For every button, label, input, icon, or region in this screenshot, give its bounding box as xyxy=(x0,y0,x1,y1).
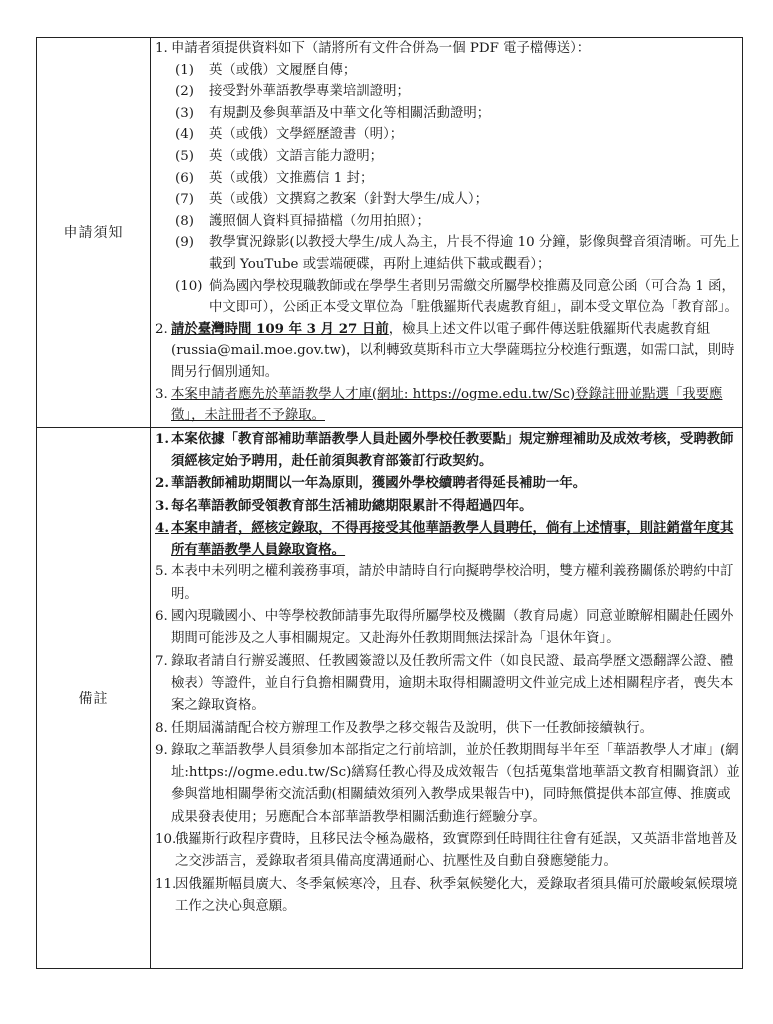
application-notes-label: 申請須知 xyxy=(37,38,151,428)
sub-item: (4) 英（或俄）文學經歷證書（明）； xyxy=(175,127,404,143)
sub-item: (3) 有規劃及參與華語及中華文化等相關活動證明； xyxy=(175,105,491,121)
remarks-row xyxy=(37,427,743,968)
list-item: 3. 本案申請者應先於華語教學人才庫(網址: https://ogme.edu.tw/Sc)登錄註冊並點選「我要應徵」，未註冊者不予錄取。 xyxy=(155,386,723,424)
list-item: 9. 錄取之華語教學人員須參加本部指定之行前培訓，並於任教期間每半年至「華語教學人才庫」(網址:https://ogme.edu.tw/Sc)繕寫任教心得及成效報告（包括蒐集當地華語文教育相關資訊）並參與當地相關學術交流活動(相關績效須列入教學成果報告中)，同時無償提供本部宣傳、推廣或成果發表使用；另應配合本部華語教學相關活動進行經驗分享。 xyxy=(155,742,740,825)
info-table xyxy=(36,37,743,969)
sub-item: (9) 教學實況錄影(以教授大學生/成人為主，片長不得逾 10 分鐘，影像與聲音須清晰。可先上載到 YouTube 或雲端硬碟，再附上連結供下載或觀看）； xyxy=(175,235,740,272)
list-item: 4. 本案申請者，經核定錄取，不得再接受其他華語教學人員聘任，倘有上述情事，則註銷當年度其所有華語教學人員錄取資格。 xyxy=(155,519,734,559)
application-notes-row xyxy=(37,38,743,428)
list-item: 2. 請於臺灣時間 109 年 3 月 27 日前，檢具上述文件以電子郵件傳送駐俄羅斯代表處教育組(russia@mail.moe.gov.tw)，以利轉致莫斯科市立大學薩瑪拉分校進行甄選，如需口試，則時間另行個別通知。 xyxy=(155,320,735,380)
sub-item: (5) 英（或俄）文語言能力證明； xyxy=(175,148,384,164)
list-item: 2. 華語教師補助期間以一年為原則，獲國外學校續聘者得延長補助一年。 xyxy=(155,475,587,492)
sub-item: (10) 倘為國內學校現職教師或在學學生者則另需繳交所屬學校推薦及同意公函（可合為 1 函，中文即可），公函正本受文單位為「駐俄羅斯代表處教育組」，副本受文單位為「教育部」。 xyxy=(175,278,738,316)
list-item: 1. 申請者須提供資料如下（請將所有文件合併為一個 PDF 電子檔傳送）： xyxy=(155,41,591,56)
application-notes-content xyxy=(151,38,743,428)
list-item: 5. 本表中未列明之權利義務事項，請於申請時自行向擬聘學校洽明，雙方權利義務關係於聘約中訂明。 xyxy=(155,564,734,602)
sub-item: (6) 英（或俄）文推薦信 1 封； xyxy=(175,170,374,186)
list-item: 3. 每名華語教師受領教育部生活補助總期限累計不得超過四年。 xyxy=(155,497,533,514)
sub-item: (7) 英（或俄）文撰寫之教案（針對大學生/成人）； xyxy=(175,192,489,208)
remarks-label: 備註 xyxy=(37,427,151,968)
list-item: 10. 俄羅斯行政程序費時，且移民法令極為嚴格，致實際到任時間往往會有延誤，又英語非當地普及之交涉語言，爰錄取者須具備高度溝通耐心、抗壓性及自動自發應變能力。 xyxy=(155,832,738,870)
list-item: 7. 錄取者請自行辦妥護照、任教國簽證以及任教所需文件（如良民證、最高學歷文憑翻譯公證、體檢表）等證件，並自行負擔相關費用，逾期未取得相關證明文件並完成上述相關程序者，喪失本案之錄取資格。 xyxy=(155,653,734,714)
sub-item: (1) 英（或俄）文履歷自傳； xyxy=(175,62,357,78)
sub-item: (2) 接受對外華語教學專業培訓證明； xyxy=(175,84,410,100)
list-item: 8. 任期屆滿請配合校方辦理工作及教學之移交報告及說明，供下一任教師接續執行。 xyxy=(155,720,654,736)
deadline-text: 請於臺灣時間 109 年 3 月 27 日前 xyxy=(171,320,389,337)
list-item: 1. 本案依據「教育部補助華語教學人員赴國外學校任教要點」規定辦理補助及成效考核，受聘教師須經核定始予聘用，赴任前須與教育部簽訂行政契約。 xyxy=(155,430,734,469)
list-item: 6. 國內現職國小、中等學校教師請事先取得所屬學校及機關（教育局處）同意並瞭解相關赴任國外期間可能涉及之人事相關規定。又赴海外任教期間無法採計為「退休年資」。 xyxy=(155,609,734,647)
remarks-content xyxy=(151,427,743,968)
sub-item: (8) 護照個人資料頁掃描檔（勿用拍照）； xyxy=(175,213,430,229)
list-item: 11. 因俄羅斯幅員廣大、冬季氣候寒冷，且春、秋季氣候變化大，爰錄取者須具備可於嚴峻氣候環境工作之決心與意願。 xyxy=(155,876,738,914)
